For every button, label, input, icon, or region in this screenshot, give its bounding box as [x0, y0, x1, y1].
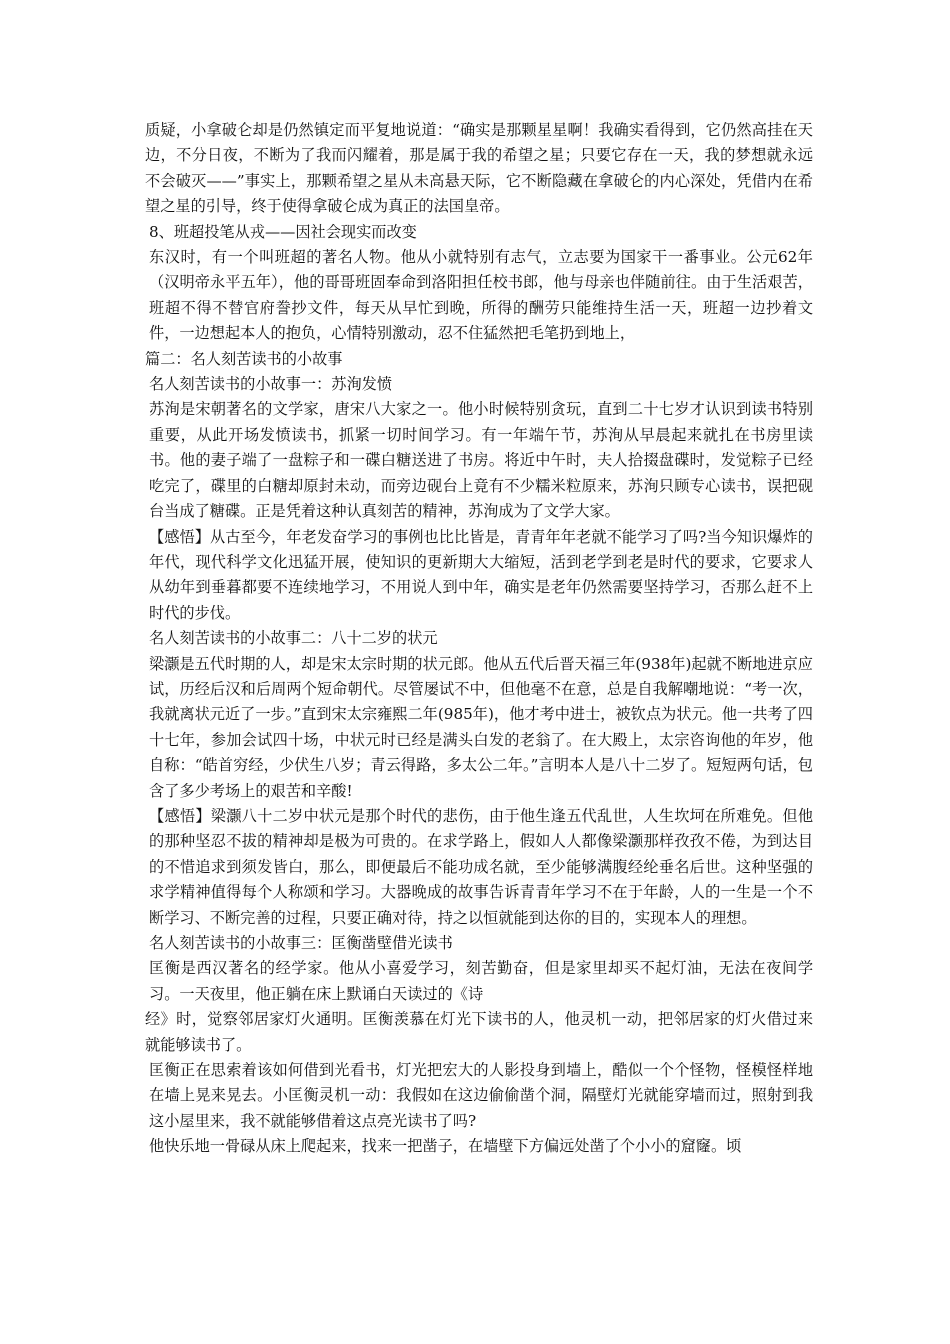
- heading-story-two: 名人刻苦读书的小故事二：八十二岁的状元: [149, 629, 438, 648]
- document-body: [145, 118, 813, 1160]
- paragraph-insight-one: 【感悟】从古至今，年老发奋学习的事例也比比皆是，青青年年老就不能学习了吗?当今知识爆炸的年代，现代科学文化迅猛开展，使知识的更新期大大缩短，活到老学到老是时代的要求，它要求人从幼年到垂暮都要不连续地学习，不用说人到中年，确实是老年仍然需要坚持学习，否那么赶不上时代的步伐。: [149, 527, 813, 622]
- paragraph-kuang-heng-4: 他快乐地一骨碌从床上爬起来，找来一把凿子，在墙壁下方偏远处凿了个小小的窟窿。顷: [149, 1137, 742, 1156]
- paragraph-su-xun: 苏洵是宋朝著名的文学家，唐宋八大家之一。他小时候特别贪玩，直到二十七岁才认识到读书特别重要，从此开场发愤读书，抓紧一切时间学习。有一年端午节，苏洵从早晨起来就扎在书房里读书。他的妻子端了一盘粽子和一碟白糖送进了书房。将近中午时，夫人拾掇盘碟时，发觉粽子已经吃完了，碟里的白糖却原封未动，而旁边砚台上竟有不少糯米粒原来，苏洵只顾专心读书，误把砚台当成了糖碟。正是凭着这种认真刻苦的精神，苏洵成为了文学大家。: [149, 400, 813, 521]
- paragraph-kuang-heng-2: 经》时，觉察邻居家灯火通明。匡衡羡慕在灯光下读书的人，他灵机一动，把邻居家的灯火借过来就能够读书了。: [145, 1010, 813, 1054]
- section-heading-part-two: 篇二：名人刻苦读书的小故事: [145, 349, 343, 368]
- paragraph-insight-two: 【感悟】梁灏八十二岁中状元是那个时代的悲伤，由于他生逢五代乱世，人生坎坷在所难免。但他的那种坚忍不拔的精神却是极为可贵的。在求学路上，假如人人都像梁灏那样孜孜不倦，为到达目的不惜追求到须发皆白，那么，即便最后不能功成名就，至少能够满腹经纶垂名后世。这种坚强的求学精神值得每个人称颂和学习。大器晚成的故事告诉青青年学习不在于年龄，人的一生是一个不断学习、不断完善的过程，只要正确对待，持之以恒就能到达你的目的，实现本人的理想。: [149, 806, 813, 927]
- heading-story-three: 名人刻苦读书的小故事三：匡衡凿壁借光读书: [149, 934, 453, 952]
- paragraph-napoleon-end: 质疑，小拿破仑却是仍然镇定而平复地说道：“确实是那颗星星啊！我确实看得到，它仍然高挂在天边，不分日夜，不断为了我而闪耀着，那是属于我的希望之星；只要它存在一天，我的梦想就永远不会破灭——”事实上，那颗希望之星从未高悬天际，它不断隐藏在拿破仑的内心深处，凭借内在希望之星的引导，终于使得拿破仑成为真正的法国皇帝。: [145, 121, 813, 216]
- heading-story-one: 名人刻苦读书的小故事一：苏洵发愤: [149, 375, 392, 394]
- paragraph-liang-hao: 梁灏是五代时期的人，却是宋太宗时期的状元郎。他从五代后晋天福三年(938年)起就不断地进京应试，历经后汉和后周两个短命朝代。尽管屡试不中，但他毫不在意，总是自我解嘲地说：“考一次，我就离状元近了一步。”直到宋太宗雍熙二年(985年)，他才考中进士，被钦点为状元。他一共考了四十七年，参加会试四十场，中状元时已经是满头白发的老翁了。在大殿上，太宗咨询他的年岁，他自称：“皓首穷经，少伏生八岁；青云得路，多太公二年。”言明本人是八十二岁了。短短两句话，包含了多少考场上的艰苦和辛酸!: [149, 654, 813, 800]
- heading-ban-chao: 8、班超投笔从戎——因社会现实而改变: [149, 222, 417, 241]
- paragraph-kuang-heng-3: 匡衡正在思索着该如何借到光看书，灯光把宏大的人影投身到墙上，酷似一个个怪物，怪模怪样地在墙上晃来晃去。小匡衡灵机一动：我假如在这边偷偷凿个洞，隔壁灯光就能穿墙而过，照射到我这小屋里来，我不就能够借着这点亮光读书了吗?: [149, 1061, 813, 1130]
- paragraph-kuang-heng-1: 匡衡是西汉著名的经学家。他从小喜爱学习，刻苦勤奋，但是家里却买不起灯油，无法在夜间学习。一天夜里，他正躺在床上默诵白天读过的《诗: [149, 959, 813, 1003]
- paragraph-ban-chao: 东汉时，有一个叫班超的著名人物。他从小就特别有志气，立志要为国家干一番事业。公元62年（汉明帝永平五年），他的哥哥班固奉命到洛阳担任校书郎，他与母亲也伴随前往。由于生活艰苦，班超不得不替官府誊抄文件，每天从早忙到晚，所得的酬劳只能维持生活一天，班超一边抄着文件，一边想起本人的抱负，心情特别激动，忍不住猛然把毛笔扔到地上，: [149, 248, 813, 343]
